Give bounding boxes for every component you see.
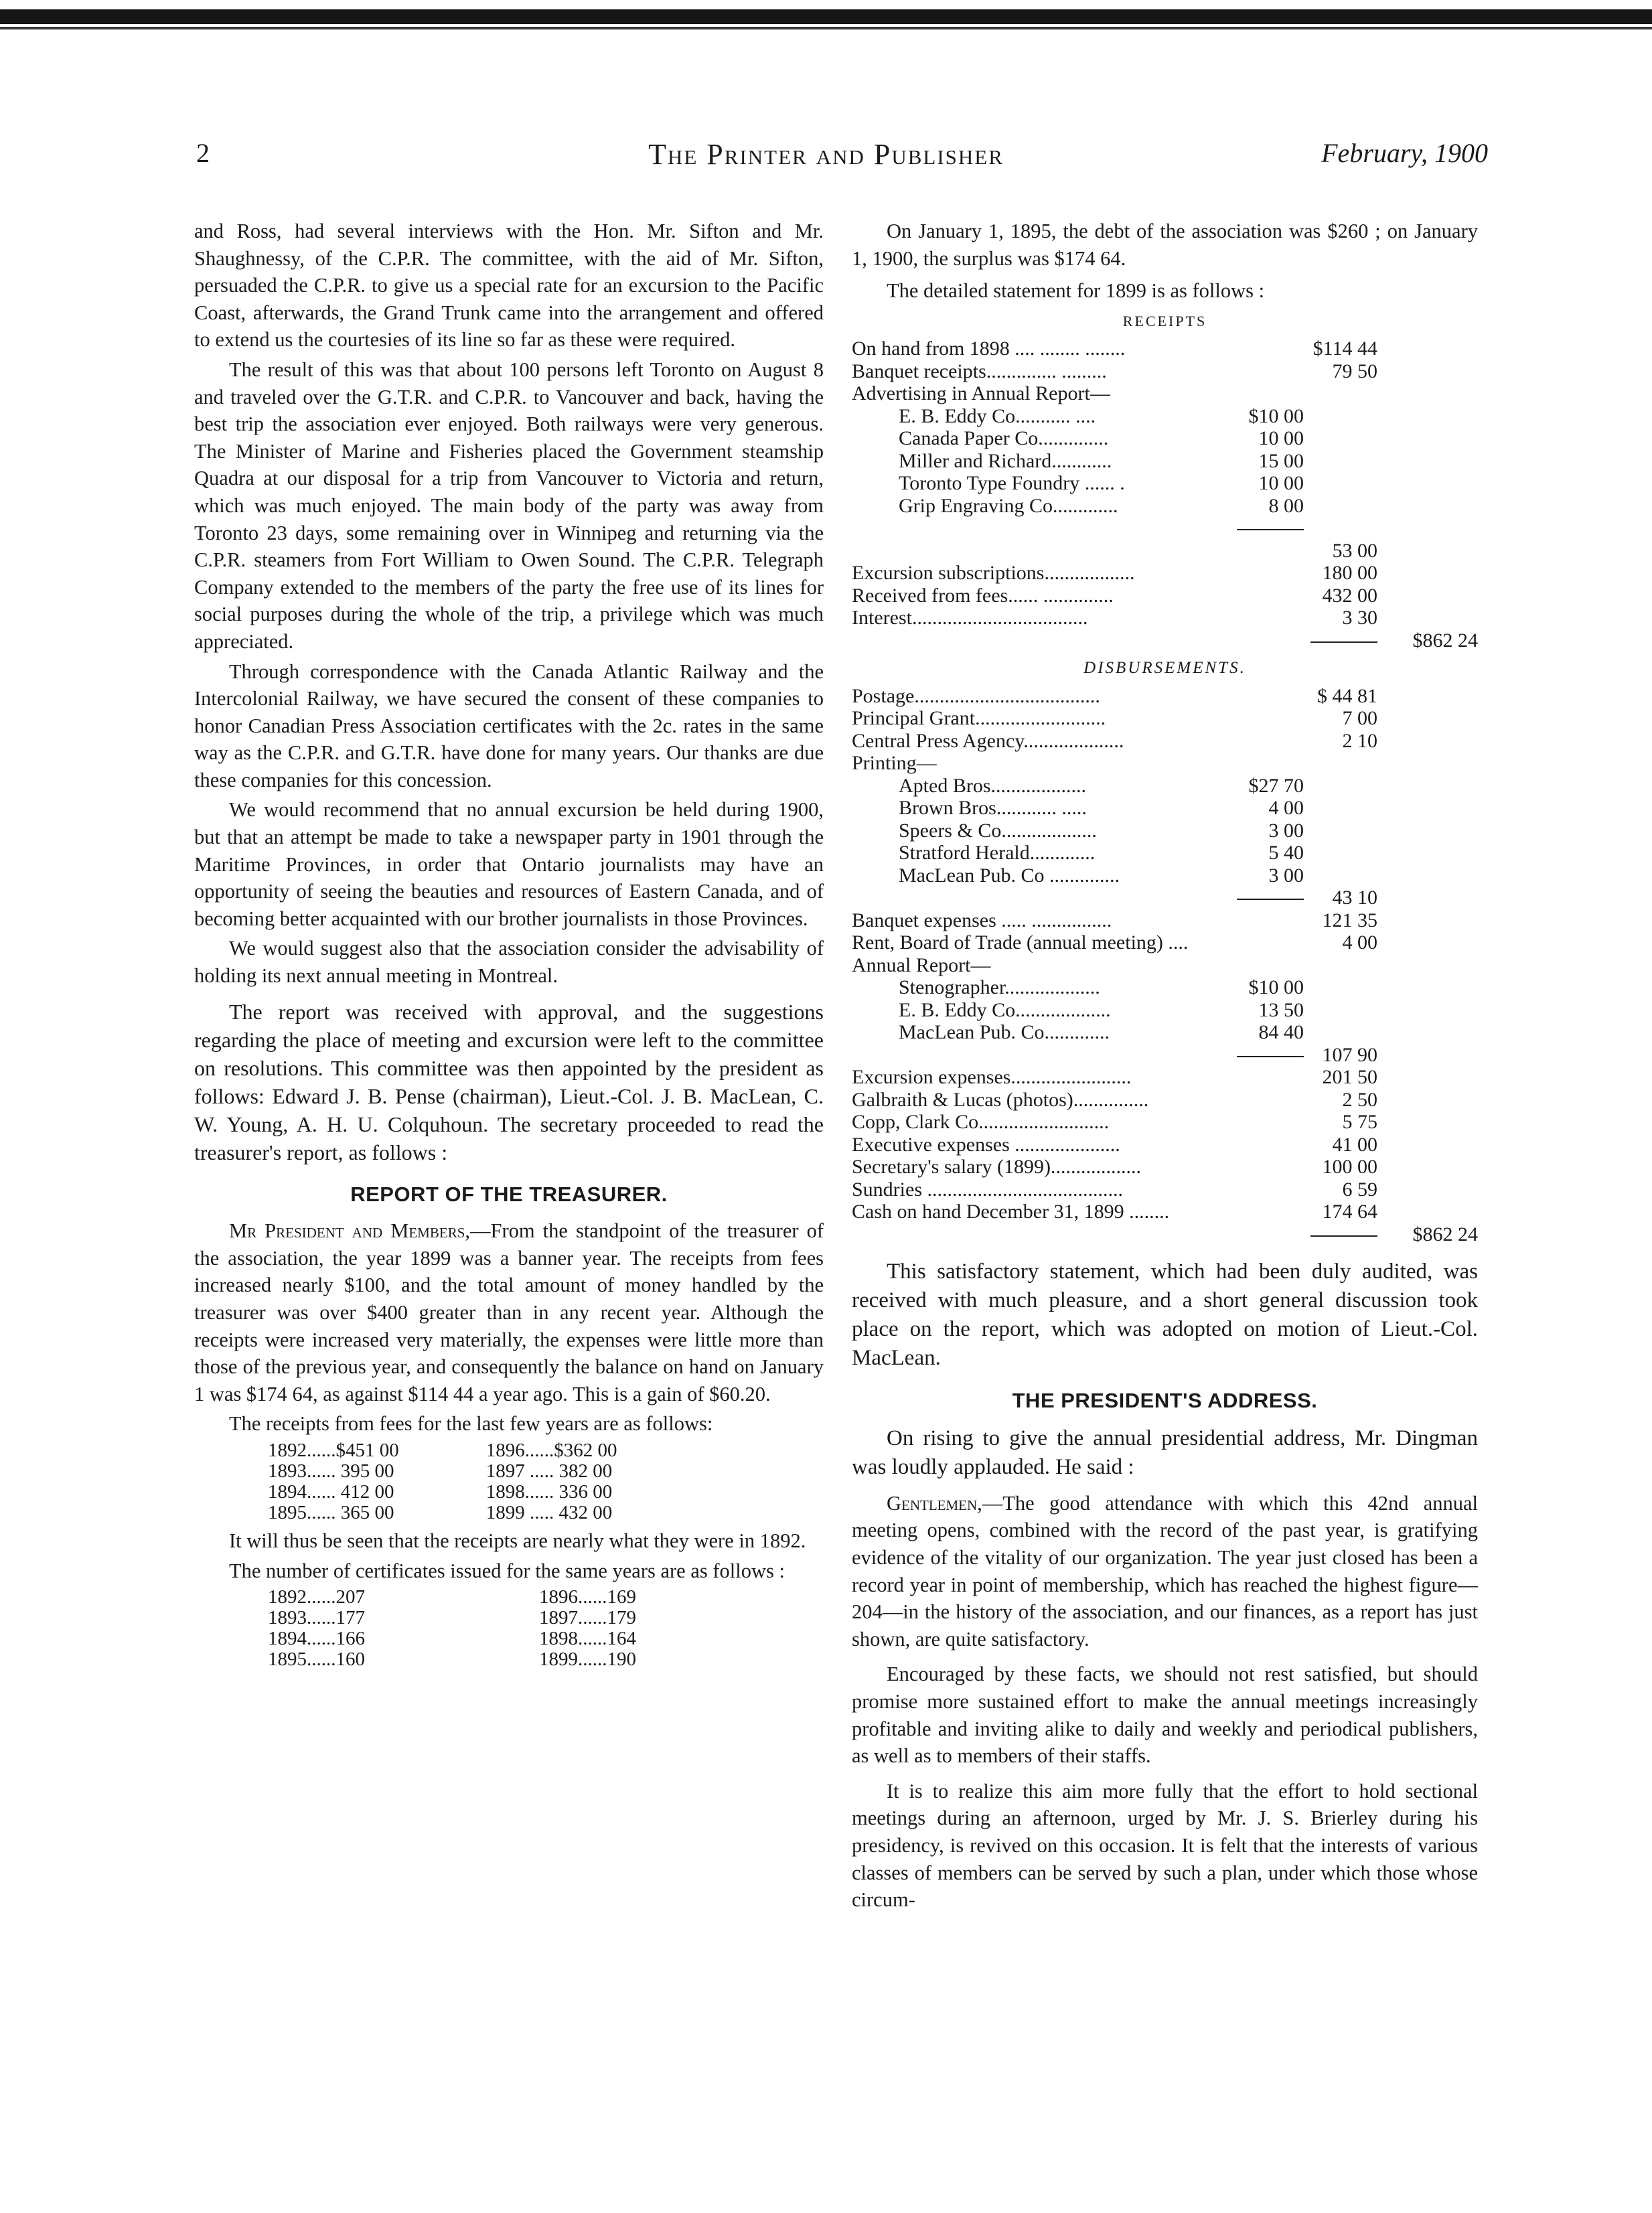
ledger-label — [852, 629, 1230, 652]
ledger-tot — [1377, 1066, 1478, 1089]
ledger-mid: 174 64 — [1322, 1201, 1377, 1223]
ledger-tot — [1377, 931, 1478, 954]
table-cell: 1898......164 — [539, 1628, 636, 1650]
ledger-sub — [1230, 382, 1304, 405]
ledger-tot — [1377, 360, 1478, 383]
ledger-tot — [1377, 405, 1478, 428]
ledger-label: Banquet receipts.............. ......... — [852, 360, 1107, 382]
ledger-label: Rent, Board of Trade (annual meeting) .... — [852, 931, 1189, 954]
ledger-tot — [1377, 382, 1478, 405]
ledger-row — [852, 1044, 1478, 1067]
ledger-sub — [1230, 540, 1304, 562]
ledger-mid — [1304, 472, 1377, 495]
ledger-mid: 41 00 — [1332, 1133, 1377, 1156]
ledger-label: Toronto Type Foundry ...... . — [899, 472, 1125, 495]
ledger-row — [852, 1021, 1478, 1044]
table-cell: 1892......207 — [268, 1586, 365, 1608]
ledger-rule — [1230, 517, 1304, 540]
ledger-tot — [1377, 472, 1478, 495]
ledger-mid: 432 00 — [1322, 584, 1377, 607]
ledger-row — [852, 685, 1478, 708]
ledger-sub — [1230, 685, 1304, 708]
table-row — [268, 1503, 617, 1523]
ledger-tot: $862 24 — [1412, 1223, 1478, 1245]
ledger-row — [852, 495, 1478, 518]
table-row — [268, 1649, 636, 1670]
ledger-row — [852, 954, 1478, 977]
ledger-tot — [1377, 864, 1478, 887]
salutation: Mr President and Members, — [229, 1219, 470, 1243]
ledger-label — [852, 887, 1230, 909]
financial-statement — [852, 310, 1478, 1246]
table-cell: 1897 ..... 382 00 — [485, 1460, 613, 1482]
ledger-label: Cash on hand December 31, 1899 ........ — [852, 1201, 1170, 1223]
ledger-label: Excursion expenses........................ — [852, 1066, 1132, 1089]
table-cell: 1896......169 — [539, 1586, 636, 1608]
ledger-mid: 43 10 — [1332, 887, 1377, 909]
ledger-mid — [1304, 517, 1377, 540]
table-row — [268, 1628, 636, 1649]
ledger-sub — [1230, 1178, 1304, 1201]
ledger-row — [852, 909, 1478, 932]
ledger-tot — [1377, 337, 1478, 360]
ledger-mid — [1304, 1021, 1377, 1044]
ledger-tot — [1377, 607, 1478, 629]
ledger-tot — [1377, 887, 1478, 909]
ledger-tot — [1377, 685, 1478, 708]
ledger-sub — [1230, 1066, 1304, 1089]
receipts-title: RECEIPTS — [1122, 312, 1207, 329]
ledger-tot — [1377, 427, 1478, 450]
ledger-sub — [1230, 562, 1304, 585]
ledger-mid — [1304, 495, 1377, 518]
ledger-label — [852, 540, 1230, 562]
table-row — [268, 1440, 617, 1461]
ledger-label: On hand from 1898 .... ........ ........ — [852, 337, 1126, 360]
ledger-label — [852, 517, 1230, 540]
ledger-mid: 3 30 — [1342, 607, 1377, 629]
ledger-row — [852, 1134, 1478, 1156]
ledger-tot — [1377, 1134, 1478, 1156]
ledger-sub — [1230, 909, 1304, 932]
paragraph: The number of certificates issued for the same years are as follows : — [229, 1559, 785, 1582]
table-cell: 1897......179 — [539, 1607, 636, 1629]
ledger-label: Brown Bros............ ..... — [899, 797, 1087, 820]
ledger-label — [852, 1223, 1230, 1246]
ledger-row — [852, 540, 1478, 562]
table-cell: 1893......177 — [268, 1607, 365, 1629]
ledger-mid: 180 00 — [1322, 562, 1377, 585]
ledger-label: MacLean Pub. Co .............. — [899, 864, 1120, 887]
ledger-sub — [1230, 1111, 1304, 1134]
ledger-sub: 3 00 — [1268, 819, 1304, 842]
ledger-row — [852, 1156, 1478, 1178]
treasurer-report-heading: REPORT OF THE TREASURER. — [350, 1182, 668, 1206]
top-border-bar — [0, 9, 1652, 24]
ledger-tot — [1377, 562, 1478, 585]
paragraph: The receipts from fees for the last few years are as follows: — [229, 1412, 713, 1436]
table-cell: 1893...... 395 00 — [268, 1460, 394, 1482]
ledger-label: Copp, Clark Co.......................... — [852, 1111, 1110, 1134]
ledger-tot — [1377, 450, 1478, 473]
paragraph: It is to realize this aim more fully that the effort to hold sectional meetings during an afternoon, urged by Mr. J. S. Brierley during his presidency, is revived on this occasion. It is felt that the interests of various classes of members can be served by such a plan, under which those whose circum- — [852, 1779, 1478, 1912]
ledger-label: Advertising in Annual Report— — [852, 382, 1110, 405]
ledger-sub: 3 00 — [1268, 864, 1304, 887]
ledger-label: Principal Grant.......................... — [852, 707, 1106, 730]
ledger-row — [852, 864, 1478, 887]
ledger-sub — [1230, 752, 1304, 775]
ledger-mid: 201 50 — [1322, 1066, 1377, 1089]
ledger-mid — [1304, 999, 1377, 1022]
ledger-mid: $ 44 81 — [1317, 684, 1377, 707]
paragraph: The result of this was that about 100 persons left Toronto on August 8 and traveled over the G.T.R. and C.P.R. to Vancouver and back, having the best trip the association ever enjoyed. Both railways were very generous. The Minister of Marine and Fisheries placed the Government steamship Quadra at our disposal for a trip from Vancouver to Victoria and return, which was much enjoyed. The main body of the party was away from Toronto 23 days, some remaining over in Winnipeg and returning via the C.P.R. steamers from Fort William to Owen Sound. The C.P.R. Telegraph Company extended to the members of the party the free use of its lines for social purposes during the whole of the trip, a privilege which was much appreciated. — [194, 358, 824, 653]
ledger-row — [852, 1066, 1478, 1089]
paragraph: and Ross, had several interviews with the Hon. Mr. Sifton and Mr. Shaughnessy, of the C.P.R. The committee, with the aid of Mr. Sifton, persuaded the C.P.R. to give us a special rate for an excursion to the Pacific Coast, afterwards, the Grand Trunk came into the arrangement and offered to extend us the courtesies of its line so far as these were required. — [194, 220, 824, 352]
ledger-tot — [1377, 730, 1478, 753]
ledger-row — [852, 629, 1478, 652]
ledger-row — [852, 562, 1478, 585]
ledger-label: Speers & Co................... — [899, 819, 1097, 842]
ledger-label: Canada Paper Co.............. — [899, 427, 1109, 450]
table-cell: 1895......160 — [268, 1649, 365, 1671]
ledger-row — [852, 730, 1478, 753]
ledger-label — [852, 1044, 1230, 1067]
ledger-label: Annual Report— — [852, 953, 991, 976]
ledger-tot — [1377, 1111, 1478, 1134]
ledger-row — [852, 607, 1478, 629]
ledger-tot — [1377, 1089, 1478, 1112]
fees-table — [268, 1440, 617, 1523]
paragraph: Through correspondence with the Canada Atlantic Railway and the Intercolonial Railway, we have secured the consent of these companies to honor Canadian Press Association certificates with the 2c. rates in the same way as the C.P.R. and G.T.R. have done for many years. Our thanks are due these companies for this concession. — [194, 660, 824, 791]
ledger-label: Excursion subscriptions.................. — [852, 562, 1135, 585]
ledger-rule — [1304, 1223, 1377, 1246]
ledger-mid — [1304, 775, 1377, 797]
table-cell: 1892......$451 00 — [268, 1439, 399, 1461]
ledger-sub — [1230, 1156, 1304, 1178]
ledger-tot — [1377, 954, 1478, 977]
paragraph-text: —From the standpoint of the treasurer of the association, the year 1899 was a banner year. The receipts from fees increased nearly $100, and the total amount of money handled by the treasurer was over $400 greater than in any recent year. Although the receipts were increased very materially, the expenses were little more than those of the previous year, and consequently the balance on hand on January 1 was $174 64, as against $114 44 a year ago. This is a gain of $60.20. — [194, 1219, 824, 1405]
paragraph: This satisfactory statement, which had been duly audited, was received with much pleasure, and a short general discussion took place on the report, which was adopted on motion of Lieut.-Col. MacLean. — [852, 1260, 1478, 1371]
ledger-mid — [1304, 797, 1377, 820]
ledger-tot — [1377, 909, 1478, 932]
ledger-tot: $862 24 — [1412, 629, 1478, 652]
ledger-sub: $10 00 — [1248, 976, 1304, 999]
table-row — [268, 1587, 636, 1608]
paragraph: On January 1, 1895, the debt of the association was $260 ; on January 1, 1900, the surplus was $174 64. — [852, 220, 1478, 270]
ledger-tot — [1377, 797, 1478, 820]
ledger-row — [852, 775, 1478, 797]
ledger-label: MacLean Pub. Co............. — [899, 1021, 1110, 1044]
ledger-tot — [1377, 540, 1478, 562]
paragraph — [194, 1217, 824, 1407]
ledger-mid — [1304, 752, 1377, 775]
ledger-mid: 79 50 — [1332, 360, 1377, 382]
ledger-label: Received from fees...... .............. — [852, 584, 1114, 607]
ledger-sub — [1230, 954, 1304, 977]
ledger-tot — [1377, 585, 1478, 607]
ledger-sub — [1230, 629, 1304, 652]
ledger-row — [852, 405, 1478, 428]
ledger-mid: 2 50 — [1342, 1088, 1377, 1111]
ledger-row — [852, 1089, 1478, 1112]
ledger-sub: $27 70 — [1248, 774, 1304, 797]
ledger-mid: 7 00 — [1342, 707, 1377, 730]
ledger-label: Printing— — [852, 752, 937, 775]
ledger-row — [852, 797, 1478, 820]
disbursements-list — [852, 685, 1478, 1246]
ledger-label: Stratford Herald............. — [899, 842, 1096, 864]
ledger-sub: 8 00 — [1268, 494, 1304, 517]
ledger-row — [852, 931, 1478, 954]
ledger-label: Central Press Agency.................... — [852, 729, 1124, 752]
paragraph: Encouraged by these facts, we should not rest satisfied, but should promise more sustained effort to make the annual meetings increasingly profitable and inviting alike to daily and weekly and periodical publishers, as well as to members of their staffs. — [852, 1663, 1478, 1768]
ledger-mid: 53 00 — [1332, 539, 1377, 562]
ledger-row — [852, 820, 1478, 842]
ledger-sub: 4 00 — [1268, 797, 1304, 820]
ledger-label: Grip Engraving Co............. — [899, 494, 1118, 517]
table-cell: 1895...... 365 00 — [268, 1501, 394, 1523]
ledger-tot — [1377, 820, 1478, 842]
left-column — [194, 218, 824, 1674]
table-cell: 1894...... 412 00 — [268, 1480, 394, 1503]
rule-line — [1237, 899, 1304, 900]
ledger-row — [852, 842, 1478, 864]
ledger-sub — [1230, 707, 1304, 730]
ledger-mid: 121 35 — [1322, 909, 1377, 931]
ledger-sub — [1230, 730, 1304, 753]
ledger-mid: $114 44 — [1312, 337, 1377, 360]
table-cell: 1899......190 — [539, 1649, 636, 1671]
ledger-row — [852, 585, 1478, 607]
ledger-mid — [1304, 954, 1377, 977]
ledger-sub: 5 40 — [1268, 842, 1304, 864]
ledger-tot — [1377, 842, 1478, 864]
ledger-mid — [1304, 842, 1377, 864]
ledger-mid — [1304, 976, 1377, 999]
ledger-row — [852, 382, 1478, 405]
disbursements-title: DISBURSEMENTS. — [1083, 659, 1246, 678]
table-row — [268, 1482, 617, 1503]
table-cell: 1898...... 336 00 — [485, 1480, 613, 1503]
ledger-rule — [1230, 1044, 1304, 1067]
ledger-mid — [1304, 405, 1377, 428]
ledger-mid: 100 00 — [1322, 1156, 1377, 1178]
ledger-mid: 5 75 — [1342, 1111, 1377, 1134]
ledger-label: E. B. Eddy Co................... — [899, 998, 1111, 1021]
table-row — [268, 1461, 617, 1482]
paragraph: On rising to give the annual presidential address, Mr. Dingman was loudly applauded. He said : — [852, 1426, 1478, 1479]
ledger-sub: 13 50 — [1258, 998, 1304, 1021]
ledger-sub: 84 40 — [1258, 1021, 1304, 1044]
ledger-tot — [1377, 517, 1478, 540]
ledger-rule — [1230, 887, 1304, 909]
ledger-tot — [1377, 495, 1478, 518]
paragraph — [852, 1490, 1478, 1653]
president-address-heading: THE PRESIDENT'S ADDRESS. — [1012, 1389, 1318, 1413]
ledger-label: Sundries ....................................... — [852, 1178, 1123, 1201]
ledger-mid — [1304, 864, 1377, 887]
ledger-row — [852, 1201, 1478, 1223]
ledger-label: Postage..................................... — [852, 684, 1100, 707]
ledger-mid: 2 10 — [1342, 729, 1377, 752]
ledger-label: Galbraith & Lucas (photos)............... — [852, 1088, 1149, 1111]
ledger-sub: 10 00 — [1258, 472, 1304, 495]
ledger-sub — [1230, 337, 1304, 360]
ledger-mid — [1304, 427, 1377, 450]
rule-line — [1310, 641, 1377, 643]
ledger-sub: 10 00 — [1258, 427, 1304, 450]
paragraph: The detailed statement for 1899 is as follows : — [887, 279, 1265, 303]
paragraph-text: —The good attendance with which this 42nd annual meeting opens, combined with the record of the past year, is gratifying evidence of the vitality of our organization. The year just closed has been a record year in point of membership, which has reached the highest figure—204—in the history of the association, and our finances, as a report has just shown, are quite satisfactory. — [852, 1491, 1478, 1651]
ledger-row — [852, 450, 1478, 473]
publication-title: The Printer and Publisher — [648, 138, 1004, 171]
table-row — [268, 1608, 636, 1628]
ledger-mid — [1304, 382, 1377, 405]
ledger-label: Apted Bros................... — [899, 774, 1086, 797]
paragraph: The report was received with approval, and the suggestions regarding the place of meeting and excursion were left to the committee on resolutions. This committee was then appointed by the president as follows: Edward J. B. Pense (chairman), Lieut.-Col. J. B. MacLean, C. W. Young, A. H. U. Colquhoun. The secretary proceeded to read the treasurer's report, as follows : — [194, 999, 824, 1164]
certificates-table — [268, 1587, 636, 1670]
ledger-label: E. B. Eddy Co........... .... — [899, 404, 1096, 427]
ledger-row — [852, 1223, 1478, 1246]
rule-line — [1310, 1235, 1377, 1237]
ledger-row — [852, 472, 1478, 495]
ledger-row — [852, 707, 1478, 730]
ledger-label: Executive expenses ..................... — [852, 1133, 1120, 1156]
ledger-mid: 107 90 — [1322, 1043, 1377, 1066]
rule-line — [1237, 1056, 1304, 1057]
ledger-sub — [1230, 1201, 1304, 1223]
ledger-tot — [1377, 1021, 1478, 1044]
ledger-label: Stenographer................... — [899, 976, 1100, 999]
ledger-rule — [1304, 629, 1377, 652]
ledger-label: Miller and Richard............ — [899, 449, 1112, 472]
ledger-sub: $10 00 — [1248, 404, 1304, 427]
ledger-label: Interest................................... — [852, 607, 1088, 629]
rule-line — [1237, 529, 1304, 530]
ledger-sub: 15 00 — [1258, 449, 1304, 472]
ledger-row — [852, 887, 1478, 909]
ledger-mid: 4 00 — [1342, 931, 1377, 954]
ledger-sub — [1230, 931, 1304, 954]
ledger-tot — [1377, 976, 1478, 999]
ledger-tot — [1377, 707, 1478, 730]
top-border-rule — [0, 27, 1652, 29]
ledger-row — [852, 517, 1478, 540]
issue-date: February, 1900 — [1321, 138, 1488, 168]
ledger-row — [852, 337, 1478, 360]
ledger-row — [852, 1111, 1478, 1134]
page-number: 2 — [196, 138, 210, 168]
ledger-mid: 6 59 — [1342, 1178, 1377, 1201]
paragraph: We would suggest also that the association consider the advisability of holding its next annual meeting in Montreal. — [194, 937, 824, 988]
ledger-label: Secretary's salary (1899).................. — [852, 1156, 1141, 1178]
ledger-sub — [1230, 1134, 1304, 1156]
ledger-row — [852, 427, 1478, 450]
salutation: Gentlemen, — [887, 1491, 982, 1515]
table-cell: 1899 ..... 432 00 — [485, 1501, 613, 1523]
ledger-tot — [1377, 775, 1478, 797]
ledger-tot — [1377, 1201, 1478, 1223]
ledger-tot — [1377, 1178, 1478, 1201]
ledger-tot — [1377, 1044, 1478, 1067]
ledger-row — [852, 1178, 1478, 1201]
ledger-tot — [1377, 752, 1478, 775]
ledger-sub — [1230, 607, 1304, 629]
table-cell: 1896......$362 00 — [485, 1439, 617, 1461]
ledger-row — [852, 999, 1478, 1022]
table-cell: 1894......166 — [268, 1628, 365, 1650]
ledger-row — [852, 752, 1478, 775]
right-column — [852, 218, 1478, 1916]
receipts-list — [852, 337, 1478, 652]
ledger-row — [852, 976, 1478, 999]
ledger-sub — [1230, 360, 1304, 383]
ledger-tot — [1377, 999, 1478, 1022]
ledger-tot — [1377, 1156, 1478, 1178]
ledger-sub — [1230, 1223, 1304, 1246]
ledger-row — [852, 360, 1478, 383]
ledger-mid — [1304, 820, 1377, 842]
paragraph: We would recommend that no annual excursion be held during 1900, but that an attempt be made to take a newspaper party in 1901 through the Maritime Provinces, in order that Ontario journalists may have an opportunity of seeing the beauties and resources of Eastern Canada, and of becoming better acquainted with our brother journalists in those Provinces. — [194, 798, 824, 930]
paragraph: It will thus be seen that the receipts are nearly what they were in 1892. — [229, 1529, 806, 1552]
ledger-sub — [1230, 585, 1304, 607]
ledger-label: Banquet expenses ..... ................ — [852, 909, 1112, 931]
ledger-mid — [1304, 450, 1377, 473]
ledger-sub — [1230, 1089, 1304, 1112]
